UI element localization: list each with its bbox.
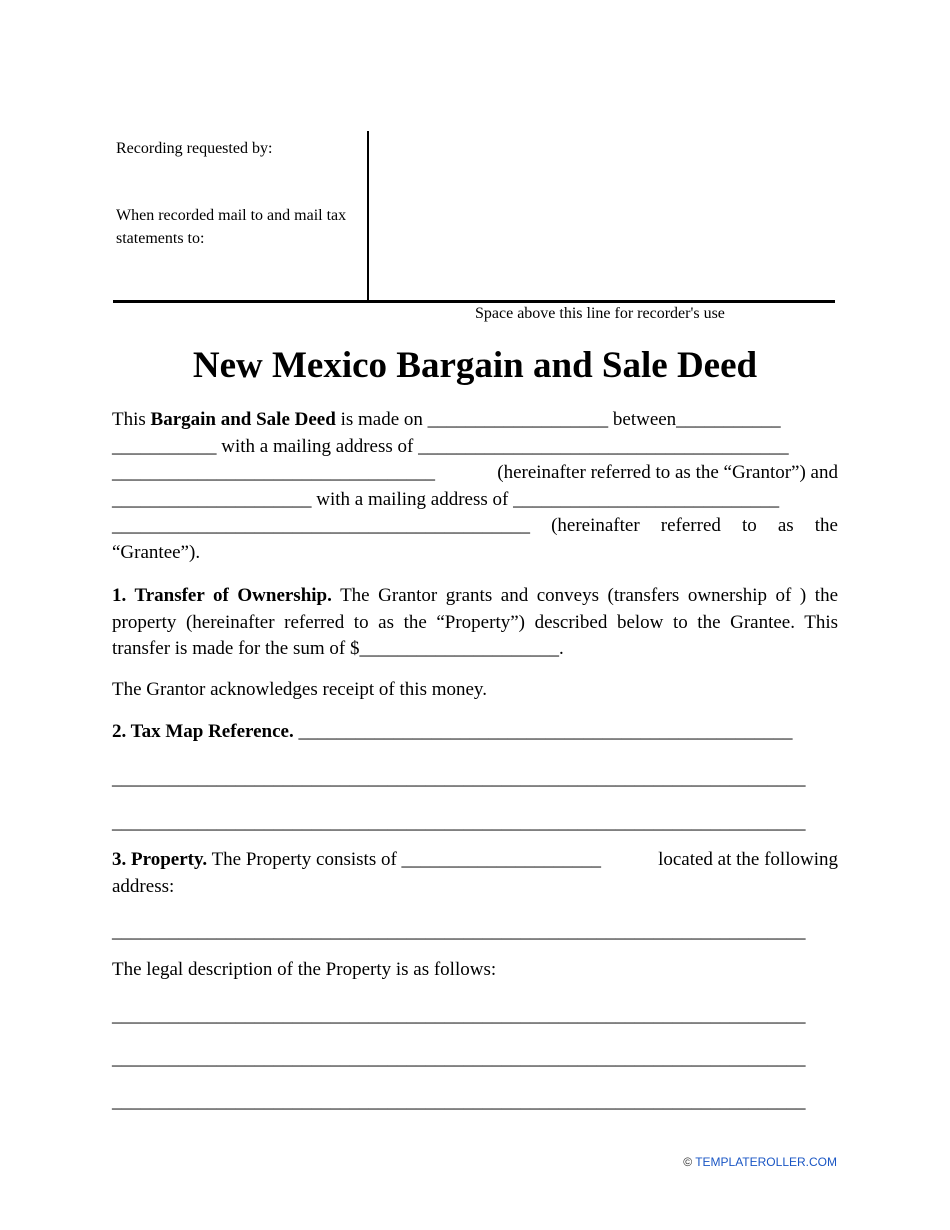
intro-word: referred [660, 515, 721, 536]
intro-word: to [741, 515, 757, 536]
section-3-heading: 3. Property. [112, 849, 208, 870]
site-link[interactable]: TEMPLATEROLLER.COM [695, 1155, 837, 1169]
grantor-acknowledgement: The Grantor acknowledges receipt of this money. [112, 679, 487, 700]
intro-line-6: “Grantee”). [112, 541, 201, 563]
intro-line-1 [112, 407, 838, 434]
intro-word: the [814, 515, 838, 536]
section-3-line-1 [112, 847, 838, 874]
footer-watermark [683, 1155, 837, 1169]
section-3-text: The Property consists of _____________________ [207, 849, 602, 870]
section-3-lead [112, 847, 601, 874]
deed-name-bold: Bargain and Sale Deed [150, 409, 336, 430]
intro-text: This [112, 409, 151, 430]
blank-line: _________________________________________________________________________ [112, 1091, 806, 1112]
intro-paragraph [112, 407, 838, 566]
recorder-use-note: Space above this line for recorder's use [475, 305, 725, 322]
mail-to-label: When recorded mail to and mail tax statements to: [116, 207, 347, 247]
recording-box [113, 131, 835, 303]
recording-info-column [113, 131, 369, 300]
recording-requested-by-label: Recording requested by: [116, 140, 273, 157]
section-1-heading: 1. Transfer of Ownership. [112, 585, 332, 606]
section-1-text: The Grantor grants and conveys (transfers ownership of ) the property (hereinafter referred to as the “Property”) described below to the Grantee. This transfer is made for the sum of $_____________________. [112, 585, 839, 659]
copyright-symbol: © [683, 1155, 693, 1169]
section-property [112, 847, 838, 900]
grantor-reference: (hereinafter referred to as the “Grantor”) and [497, 462, 838, 483]
blank-line: _________________________________________________________________________ [112, 1048, 806, 1069]
section-transfer-of-ownership [112, 583, 838, 663]
intro-line-2: ___________ with a mailing address of _______________________________________ [112, 435, 789, 457]
intro-word: (hereinafter [551, 515, 640, 536]
section-3-text: located at the following [658, 849, 838, 870]
intro-line-5 [112, 513, 838, 540]
blank-line: _________________________________________________________________________ [112, 1005, 806, 1026]
section-tax-map-reference [112, 719, 838, 746]
section-2-heading: 2. Tax Map Reference. [112, 721, 294, 742]
blank-line: _________________________________________________________________________ [112, 768, 806, 789]
section-3-line-2: address: [112, 875, 175, 897]
blank-line: _________________________________________________________________________ [112, 812, 806, 833]
intro-word: as [777, 515, 794, 536]
grantee-blank: ____________________________________________ [112, 515, 530, 536]
document-title: New Mexico Bargain and Sale Deed [192, 345, 758, 386]
tax-map-blank: ____________________________________________________ [293, 721, 793, 742]
grantor-blank: __________________________________ [112, 462, 435, 483]
intro-text: is made on ___________________ between___________ [335, 409, 781, 430]
blank-line: _________________________________________________________________________ [112, 921, 806, 942]
intro-line-4: _____________________ with a mailing address of ____________________________ [112, 488, 780, 510]
intro-line-3 [112, 460, 838, 487]
legal-description-label: The legal description of the Property is as follows: [112, 959, 497, 980]
